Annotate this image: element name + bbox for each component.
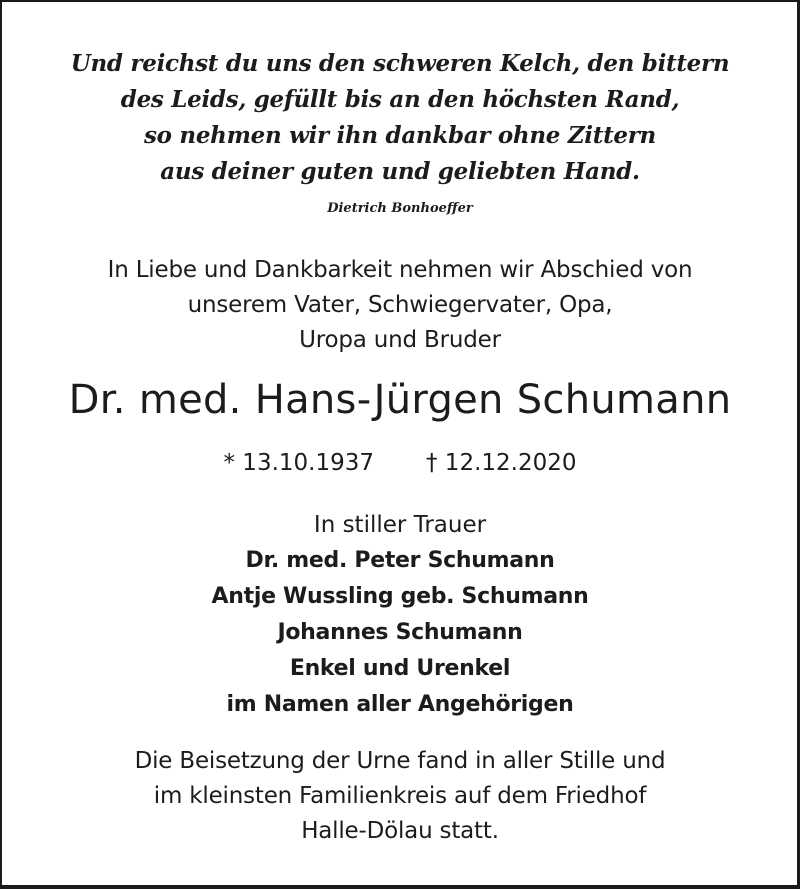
burial-line: im kleinsten Familienkreis auf dem Friedhof <box>153 783 647 809</box>
burial-line: Halle-Dölau statt. <box>301 818 499 844</box>
mourning-heading: In stiller Trauer <box>313 512 487 538</box>
burial-line: Die Beisetzung der Urne fand in aller Stille und <box>134 748 666 774</box>
quote-line: des Leids, gefüllt bis an den höchsten Rand, <box>120 86 680 113</box>
intro-line: In Liebe und Dankbarkeit nehmen wir Abschied von <box>107 257 693 283</box>
mourner-name: Johannes Schumann <box>277 620 523 645</box>
quote-line: aus deiner guten und geliebten Hand. <box>160 158 640 185</box>
death-date: † 12.12.2020 <box>426 450 577 476</box>
quote-author: Dietrich Bonhoeffer <box>327 201 473 216</box>
deceased-name: Dr. med. Hans-Jürgen Schumann <box>68 377 732 423</box>
intro-line: unserem Vater, Schwiegervater, Opa, <box>187 292 613 318</box>
burial-note <box>0 744 800 849</box>
mourner-name: Antje Wussling geb. Schumann <box>211 584 589 609</box>
mourners-list <box>0 543 800 723</box>
mourner-name: Enkel und Urenkel <box>289 656 511 681</box>
life-dates <box>0 447 800 479</box>
quote-block <box>0 46 800 190</box>
birth-date: * 13.10.1937 <box>223 450 374 476</box>
mourner-name: Dr. med. Peter Schumann <box>245 548 555 573</box>
quote-line: Und reichst du uns den schweren Kelch, den bittern <box>70 50 730 77</box>
quote-line: so nehmen wir ihn dankbar ohne Zittern <box>144 122 656 149</box>
mourner-name: im Namen aller Angehörigen <box>226 692 574 717</box>
intro-text <box>0 253 800 358</box>
intro-line: Uropa und Bruder <box>299 327 501 353</box>
